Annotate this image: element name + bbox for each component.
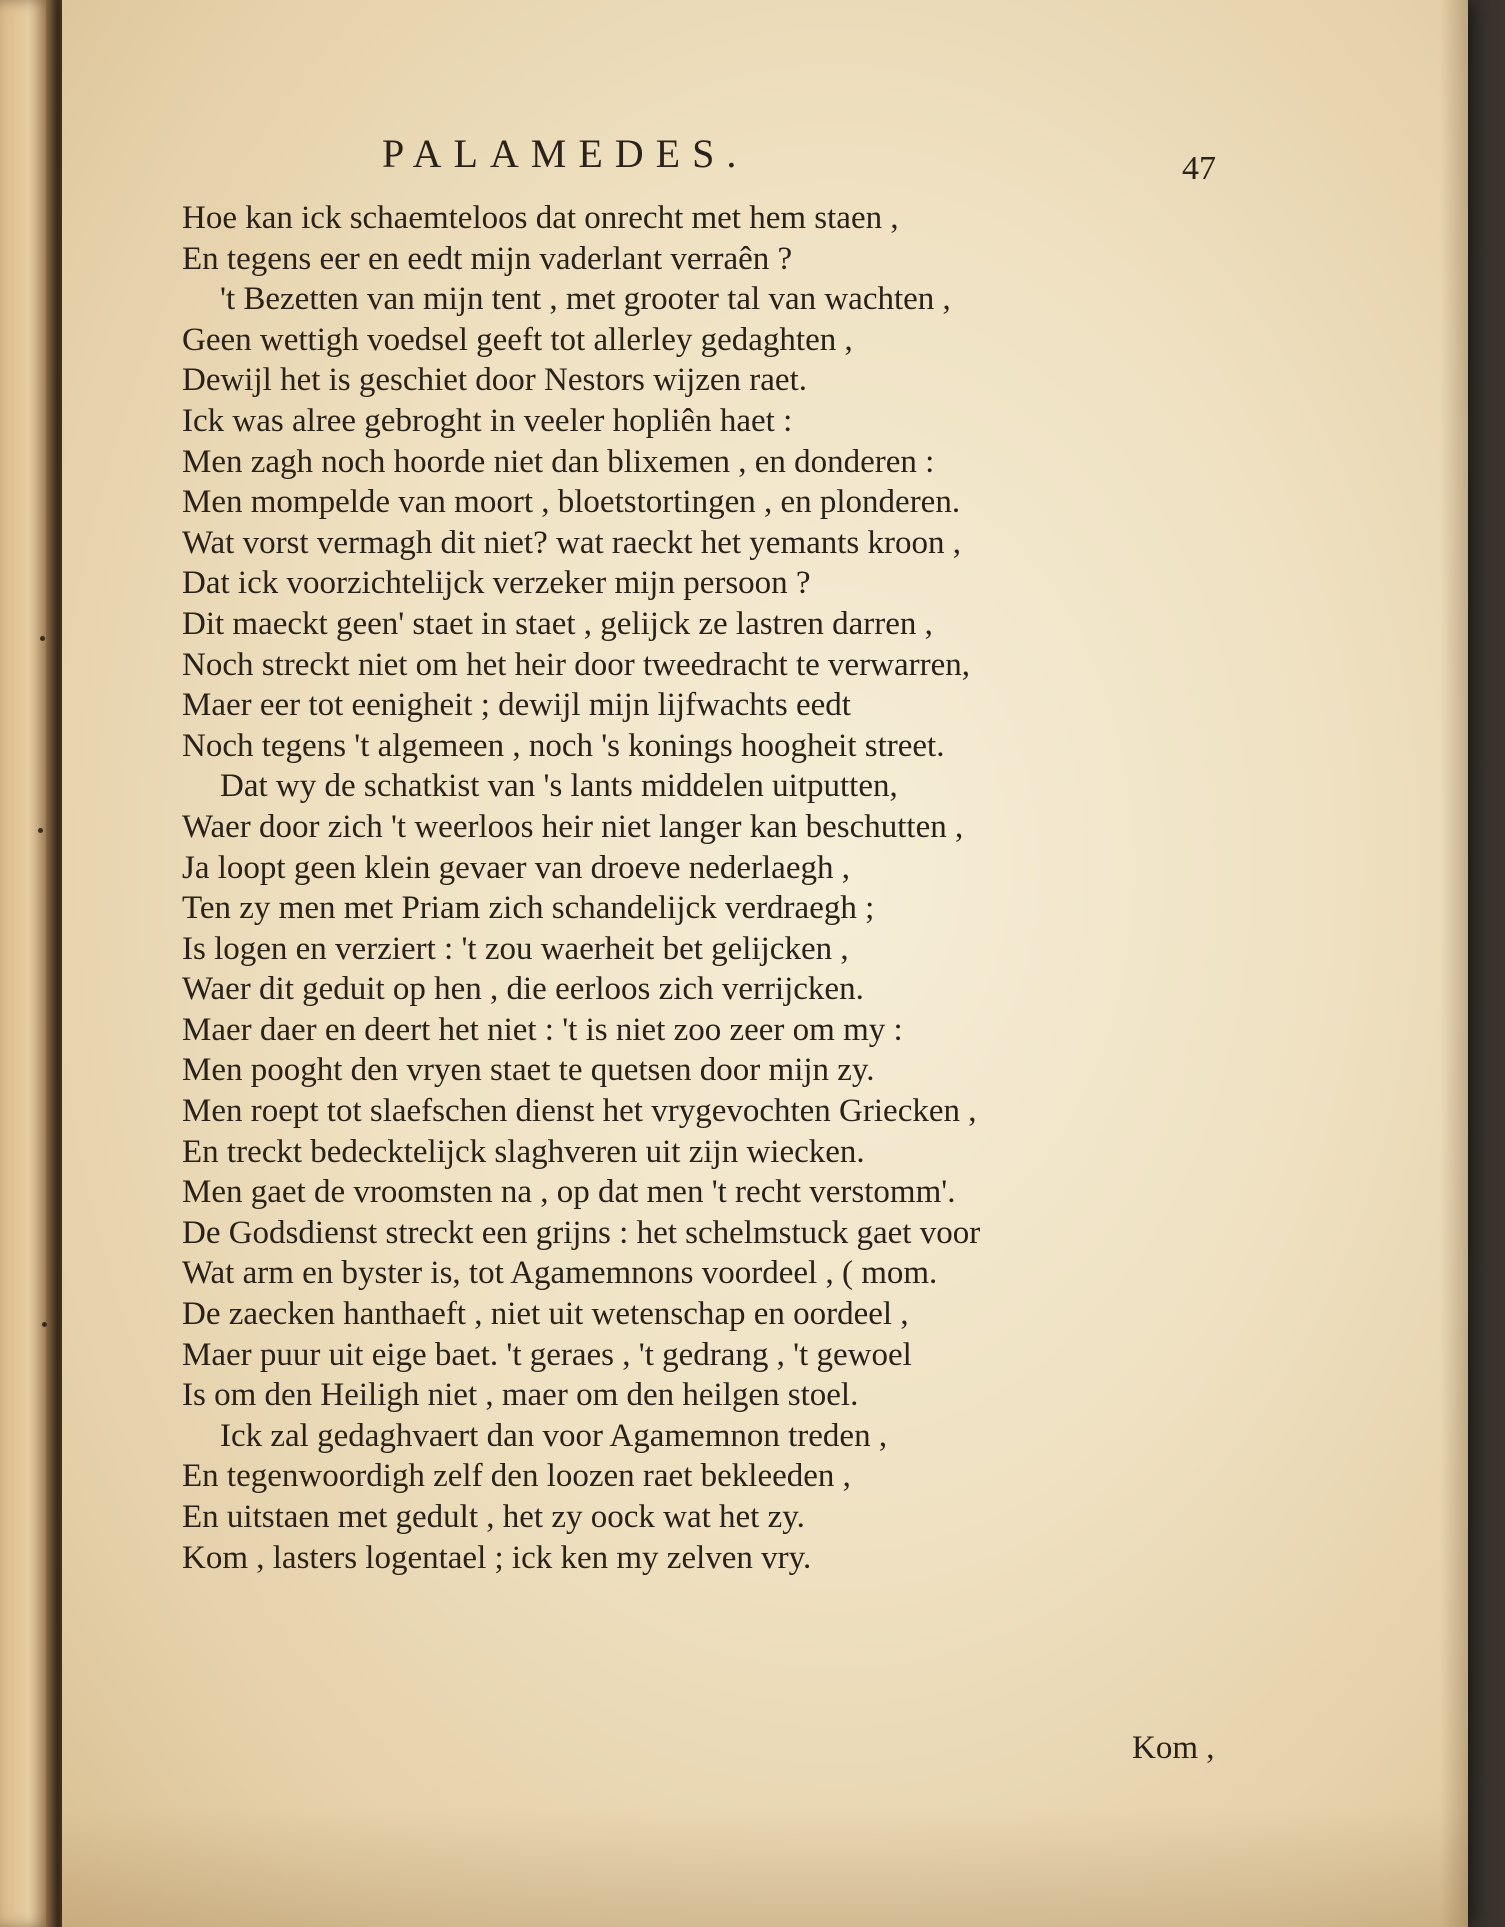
verse-line: Ten zy men met Priam zich schandelijck verdraegh ;: [182, 890, 875, 927]
verse-line: Men pooght den vryen staet te quetsen door mijn zy.: [182, 1052, 875, 1089]
verse-line: Is logen en verziert : 't zou waerheit bet gelijcken ,: [182, 930, 849, 967]
verse-line: Is om den Heiligh niet , maer om den heilgen stoel.: [182, 1377, 859, 1414]
facing-page-edge: [0, 0, 52, 1927]
verse-text: [182, 198, 1242, 1578]
verse-line: Ick was alree gebroght in veeler hopliên haet :: [182, 402, 793, 439]
page-bottom-shading: [62, 1807, 1468, 1927]
verse-line: Waer dit geduit op hen , die eerloos zich verrijcken.: [182, 971, 864, 1008]
verse-line: Maer eer tot eenigheit ; dewijl mijn lijfwachts eedt: [182, 687, 851, 724]
book-page: [62, 0, 1468, 1927]
verse-line: Noch tegens 't algemeen , noch 's konings hoogheit street.: [182, 727, 945, 764]
catchword: Kom ,: [1132, 1730, 1215, 1766]
verse-line: En treckt bedecktelijck slaghveren uit zijn wiecken.: [182, 1133, 865, 1170]
running-title: PALAMEDES.: [382, 131, 749, 176]
verse-line: En uitstaen met gedult , het zy oock wat het zy.: [182, 1499, 805, 1535]
verse-line: Ja loopt geen klein gevaer van droeve nederlaegh ,: [182, 849, 850, 886]
page-number: 47: [1182, 150, 1216, 187]
verse-line: Dit maeckt geen' staet in staet , gelijck ze lastren darren ,: [182, 605, 933, 642]
verse-line: Maer puur uit eige baet. 't geraes , 't gedrang , 't gewoel: [182, 1336, 912, 1373]
verse-line: Kom , lasters logentael ; ick ken my zelven vry.: [182, 1539, 812, 1576]
verse-line: Maer daer en deert het niet : 't is niet zoo zeer om my :: [182, 1011, 903, 1048]
verse-line: Men roept tot slaefschen dienst het vrygevochten Griecken ,: [182, 1093, 977, 1130]
verse-line: Noch streckt niet om het heir door tweedracht te verwarren,: [182, 646, 971, 683]
verse-line: Wat vorst vermagh dit niet? wat raeckt het yemants kroon ,: [182, 524, 962, 561]
paper-speck: [38, 828, 43, 833]
verse-line: Dat ick voorzichtelijck verzeker mijn persoon ?: [182, 565, 811, 602]
verse-line: Men mompelde van moort , bloetstortingen , en plonderen.: [182, 484, 961, 521]
verse-line: Ick zal gedaghvaert dan voor Agamemnon treden ,: [220, 1417, 888, 1454]
verse-line: Geen wettigh voedsel geeft tot allerley gedaghten ,: [182, 321, 853, 358]
paper-speck: [40, 636, 45, 641]
page-edge-shadow: [1440, 0, 1468, 1927]
verse-line: En tegens eer en eedt mijn vaderlant verraên ?: [182, 240, 793, 277]
verse-line: Dewijl het is geschiet door Nestors wijzen raet.: [182, 362, 807, 399]
verse-line: Men zagh noch hoorde niet dan blixemen , en donderen :: [182, 443, 935, 480]
verse-line: 't Bezetten van mijn tent , met grooter tal van wachten ,: [220, 281, 951, 318]
verse-line: De zaecken hanthaeft , niet uit wetenschap en oordeel ,: [182, 1296, 909, 1333]
verse-line: Waer door zich 't weerloos heir niet langer kan beschutten ,: [182, 808, 964, 845]
verse-line: Men gaet de vroomsten na , op dat men 't recht verstomm'.: [182, 1174, 956, 1211]
verse-line: De Godsdienst streckt een grijns : het schelmstuck gaet voor: [182, 1214, 981, 1251]
verse-line: Dat wy de schatkist van 's lants middelen uitputten,: [220, 768, 898, 805]
verse-line: Hoe kan ick schaemteloos dat onrecht met hem staen ,: [182, 200, 899, 236]
paper-speck: [42, 1322, 47, 1327]
verse-line: Wat arm en byster is, tot Agamemnons voordeel , ( mom.: [182, 1255, 938, 1292]
verse-line: En tegenwoordigh zelf den loozen raet bekleeden ,: [182, 1458, 851, 1495]
